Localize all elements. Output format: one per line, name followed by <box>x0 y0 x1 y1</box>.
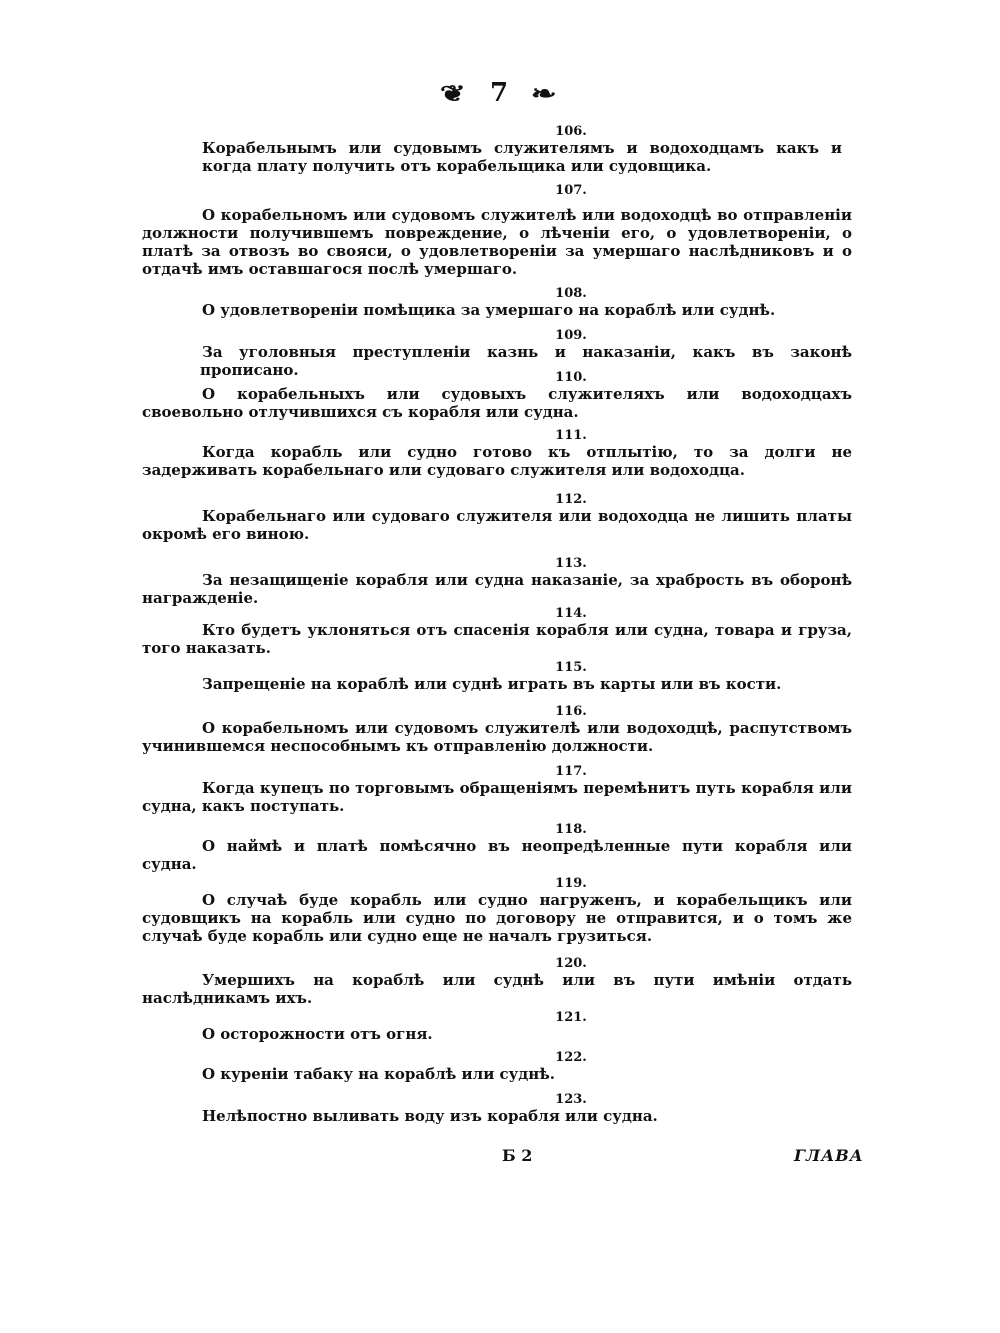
article-number: 106. <box>555 124 587 139</box>
article-number: 111. <box>555 428 587 443</box>
article-108 <box>200 286 852 319</box>
article-number: 108. <box>555 286 587 301</box>
article-text: За уголовныя преступленiи казнь и наказанiи, какъ въ законѣ прописано. <box>200 343 852 379</box>
article-text: О случаѣ буде корабль или судно нагруженъ, и корабельщикъ или судовщикъ на корабль или судно по договору не отправится, и о томъ же случаѣ буде корабль или судно еще не началъ грузиться. <box>142 891 852 945</box>
article-number: 109. <box>555 328 587 343</box>
article-122 <box>200 1050 852 1083</box>
article-number: 121. <box>555 1010 587 1025</box>
article-text: О наймѣ и платѣ помѣсячно въ неопредѣленные пути корабля или судна. <box>142 837 852 873</box>
article-118 <box>142 822 852 873</box>
article-number: 123. <box>555 1092 587 1107</box>
article-number: 115. <box>555 660 587 675</box>
article-number: 113. <box>555 556 587 571</box>
article-text: О удовлетворенiи помѣщика за умершаго на кораблѣ или суднѣ. <box>202 301 776 319</box>
article-number: 119. <box>555 876 587 891</box>
page-number: 7 <box>489 78 511 108</box>
article-text: Запрещенiе на кораблѣ или суднѣ играть въ карты или въ кости. <box>202 675 782 693</box>
article-number: 118. <box>555 822 587 837</box>
article-117 <box>142 764 852 815</box>
article-121 <box>200 1010 852 1043</box>
article-106 <box>200 124 852 175</box>
article-text: Корабельнаго или судоваго служителя или водоходца не лишить платы окромѣ его виною. <box>142 507 852 543</box>
article-119 <box>142 876 852 945</box>
article-text: Корабельнымъ или судовымъ служителямъ и водоходцамъ какъ и когда плату получить отъ корабельщика или судовщика. <box>202 139 842 175</box>
article-number: 112. <box>555 492 587 507</box>
article-115 <box>200 660 852 693</box>
article-110 <box>142 370 852 421</box>
article-text: О куренiи табаку на кораблѣ или суднѣ. <box>202 1065 556 1083</box>
article-text: О осторожности отъ огня. <box>202 1025 433 1043</box>
article-116 <box>142 704 852 755</box>
article-text: О корабельномъ или судовомъ служителѣ или водоходцѣ, распутствомъ учинившемся неспособнымъ къ отправленiю должности. <box>142 719 852 755</box>
article-text: О корабельныхъ или судовыхъ служителяхъ или водоходцахъ своевольно отлучившихся съ корабля или судна. <box>142 385 852 421</box>
article-text: Кто будетъ уклоняться отъ спасенiя корабля или судна, товара и груза, того наказать. <box>142 621 852 657</box>
article-text: Нелѣпостно выливать воду изъ корабля или судна. <box>202 1107 658 1125</box>
article-number: 116. <box>555 704 587 719</box>
article-text: Когда купецъ по торговымъ обращенiямъ перемѣнитъ путь корабля или судна, какъ поступать. <box>142 779 852 815</box>
article-number: 114. <box>555 606 587 621</box>
article-number: 122. <box>555 1050 587 1065</box>
left-ornament-icon: ❦ <box>440 81 469 107</box>
right-ornament-icon: ❧ <box>531 81 560 107</box>
article-text: Когда корабль или судно готово къ отплытiю, то за долги не задерживать корабельнаго или судоваго служителя или водоходца. <box>142 443 852 479</box>
article-120 <box>142 956 852 1007</box>
catchword: ГЛАВА <box>794 1146 864 1165</box>
article-113 <box>142 556 852 607</box>
signature-mark: Б 2 <box>502 1146 533 1165</box>
page-header <box>0 78 1000 108</box>
article-114 <box>142 606 852 657</box>
article-text: За незащищенiе корабля или судна наказанiе, за храбрость въ оборонѣ награжденiе. <box>142 571 852 607</box>
article-112 <box>142 492 852 543</box>
article-123 <box>200 1092 852 1125</box>
article-number: 107. <box>555 183 587 198</box>
article-text: Умершихъ на кораблѣ или суднѣ или въ пути имѣнiи отдать наслѣдникамъ ихъ. <box>142 971 852 1007</box>
article-number: 120. <box>555 956 587 971</box>
article-111 <box>142 428 852 479</box>
article-text: О корабельномъ или судовомъ служителѣ или водоходцѣ во отправленiи должности получившемъ повреждение, о лѣченiи его, о удовлетворенiи, о платѣ за отвозъ во свояси, о удовлетворенiи за умершаго наслѣдниковъ и о отдачѣ имъ оставшагося послѣ умершаго. <box>142 206 852 278</box>
article-number: 110. <box>555 370 587 385</box>
article-107 <box>142 183 852 278</box>
article-number: 117. <box>555 764 587 779</box>
